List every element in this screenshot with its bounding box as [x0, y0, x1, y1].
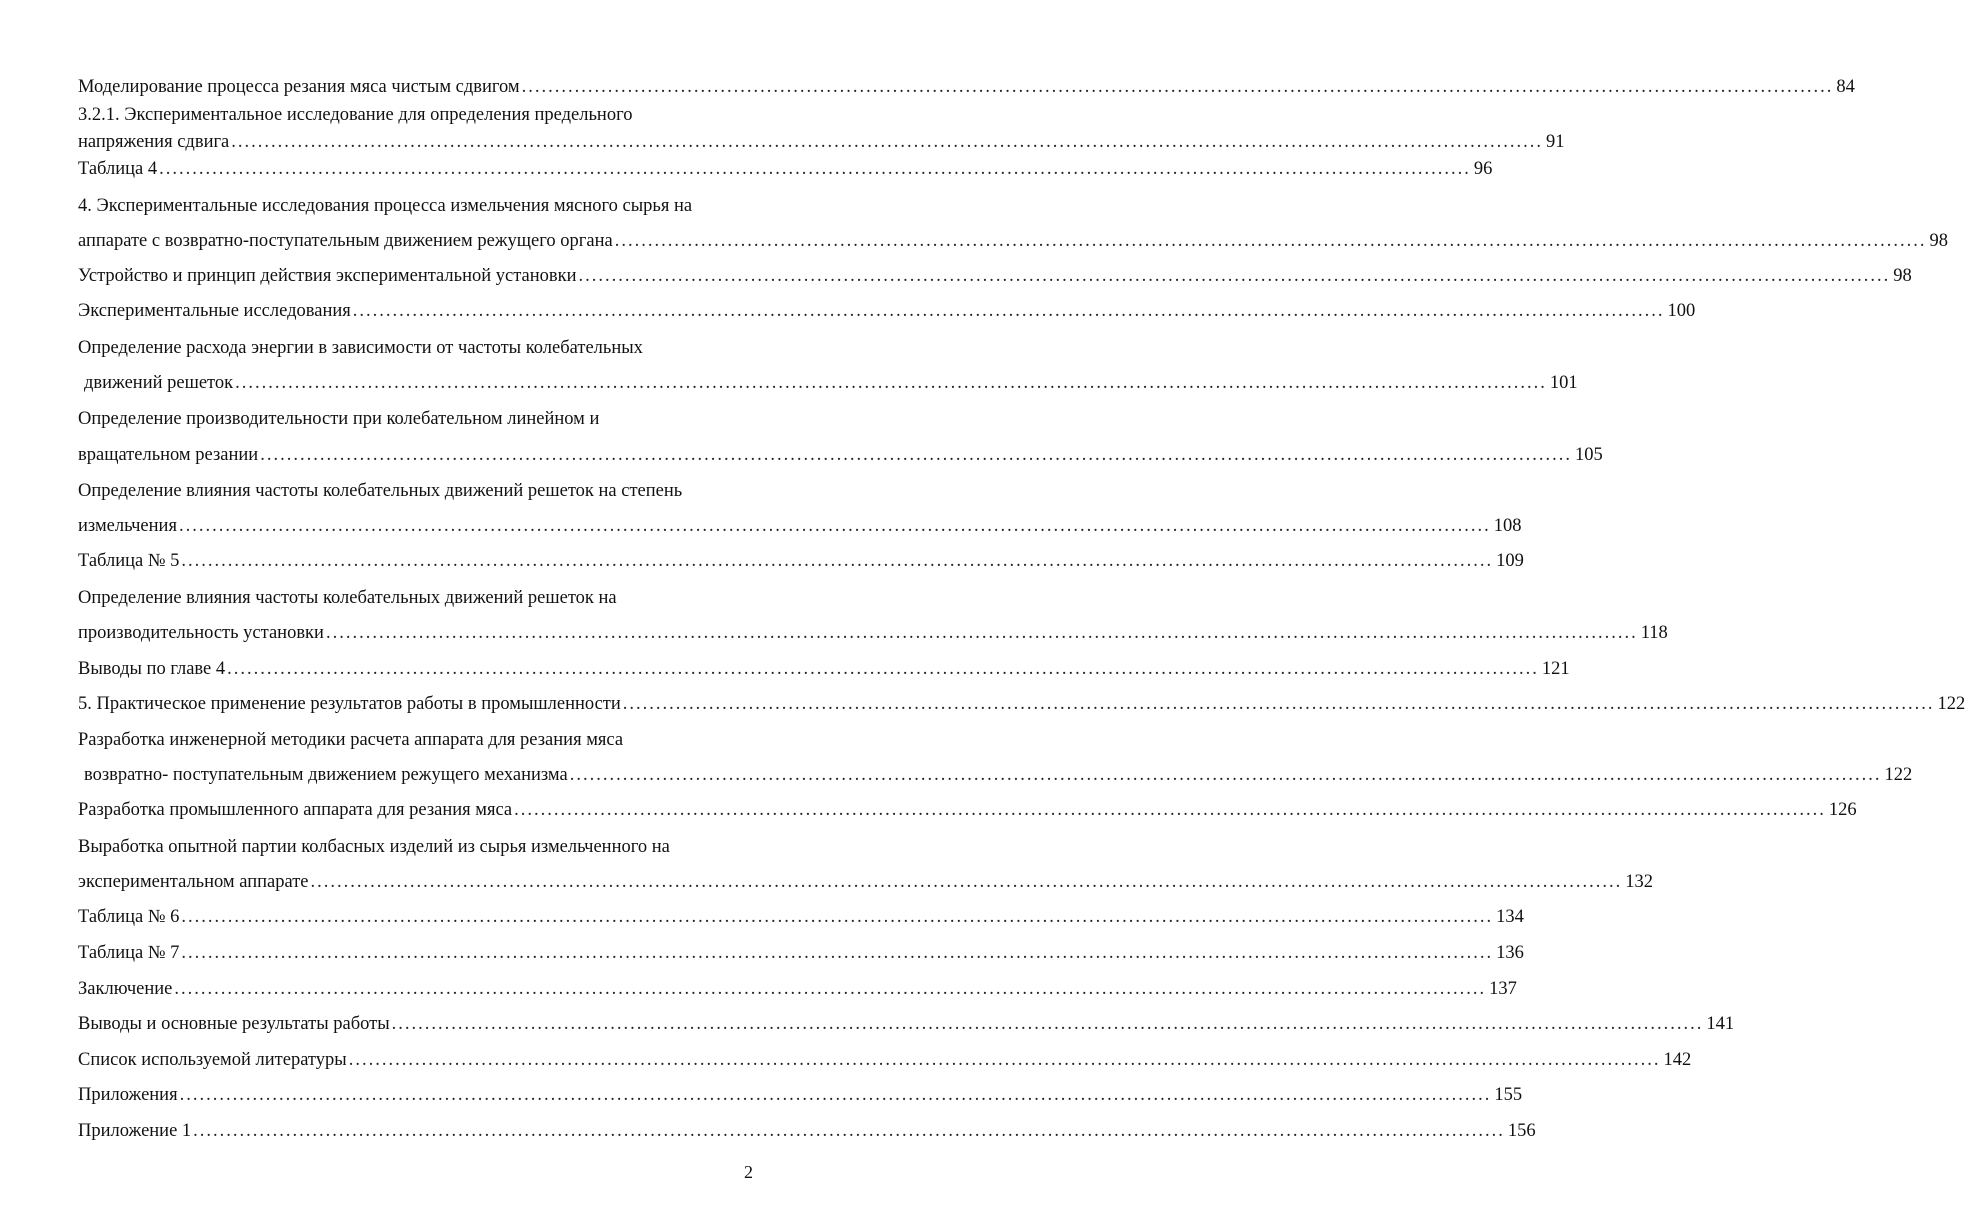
toc-entry-page: 84	[1836, 77, 1855, 97]
toc-entry-title: Таблица № 7	[78, 943, 180, 963]
toc-entry-title: аппарате с возвратно-поступательным движением режущего органа	[78, 231, 613, 251]
toc-entry	[78, 618, 1668, 648]
toc-entry-title: Моделирование процесса резания мяса чистым сдвигом	[78, 77, 520, 97]
toc-entry-page: 108	[1493, 516, 1522, 536]
toc-entry-page: 126	[1828, 800, 1857, 820]
toc-entry	[78, 1009, 1735, 1039]
toc-entry-title: Таблица № 5	[78, 551, 180, 571]
toc-entry-title: движений решеток	[84, 373, 234, 393]
toc-entry	[84, 368, 1578, 398]
leader-dots	[311, 867, 1623, 897]
leader-dots	[579, 261, 1891, 291]
toc-entry	[78, 689, 1965, 719]
toc-entry-title: Экспериментальные исследования	[78, 301, 351, 321]
leader-dots	[159, 154, 1471, 184]
toc-entry-page: 122	[1937, 694, 1965, 714]
toc-entry	[78, 1080, 1523, 1110]
toc-entry-title: экспериментальном аппарате	[78, 872, 309, 892]
toc-entry-title: производительность установки	[78, 623, 324, 643]
toc-entry-page: 105	[1574, 445, 1603, 465]
toc-entry-title: Приложения	[78, 1085, 178, 1105]
toc-entry-page: 98	[1929, 231, 1948, 251]
toc-entry-page: 142	[1663, 1050, 1692, 1070]
toc-entry-page: 91	[1546, 132, 1565, 152]
leader-dots	[174, 974, 1486, 1004]
toc-entry-title-continued: 3.2.1. Экспериментальное исследование для определения предельного	[78, 105, 633, 125]
toc-entry	[78, 154, 1493, 184]
leader-dots	[392, 1009, 1704, 1039]
toc-entry-title: возвратно- поступательным движением режущего механизма	[84, 765, 568, 785]
leader-dots	[231, 127, 1543, 157]
leader-dots	[193, 1116, 1505, 1146]
page-number: 2	[744, 1162, 753, 1182]
toc-entry-page: 118	[1640, 623, 1668, 643]
leader-dots	[522, 72, 1834, 102]
toc-entry-title: 5. Практическое применение результатов работы в промышленности	[78, 694, 621, 714]
toc-entry-page: 101	[1549, 373, 1578, 393]
toc-entry-title: Таблица 4	[78, 159, 158, 179]
toc-entry-page: 137	[1489, 979, 1517, 999]
leader-dots	[514, 795, 1826, 825]
toc-entry	[78, 867, 1654, 897]
toc-entry	[78, 226, 1948, 256]
toc-entry-title-continued: Разработка инженерной методики расчета аппарата для резания мяса	[78, 730, 624, 750]
toc-entry-title: Заключение	[78, 979, 173, 999]
toc-entry	[78, 1045, 1692, 1075]
toc-entry	[78, 546, 1524, 576]
toc-entry-title: Разработка промышленного аппарата для резания мяса	[78, 800, 513, 820]
leader-dots	[570, 760, 1882, 790]
toc-entry-title-continued: Определение производительности при колебательном линейном и	[78, 409, 600, 429]
toc-entry-page: 96	[1473, 159, 1493, 179]
toc-entry	[84, 760, 1913, 790]
toc-entry-title: вращательном резании	[78, 445, 259, 465]
toc-entry-title-continued: Выработка опытной партии колбасных изделий из сырья измельченного на	[78, 837, 670, 857]
toc-entry-page: 98	[1893, 266, 1912, 286]
toc-entry-title-continued: Определение влияния частоты колебательных движений решеток на степень	[78, 481, 683, 501]
toc-entry	[78, 72, 1855, 102]
leader-dots	[260, 440, 1572, 470]
leader-dots	[181, 938, 1493, 968]
toc-entry-title-continued: Определение расхода энергии в зависимости от частоты колебательных	[78, 338, 643, 358]
toc-entry-title: измельчения	[78, 516, 177, 536]
toc-entry-page: 109	[1496, 551, 1524, 571]
toc-entry-page: 132	[1625, 872, 1654, 892]
leader-dots	[227, 654, 1539, 684]
toc-entry-title: Приложение 1	[78, 1121, 192, 1141]
toc-entry-page: 136	[1496, 943, 1524, 963]
toc-entry	[78, 261, 1912, 291]
toc-entry-title: Таблица № 6	[78, 907, 180, 927]
leader-dots	[326, 618, 1638, 648]
toc-entry-page: 134	[1496, 907, 1524, 927]
toc-entry	[78, 296, 1696, 326]
toc-entry	[78, 938, 1524, 968]
toc-entry-title-continued: 4. Экспериментальные исследования процесса измельчения мясного сырья на	[78, 196, 693, 216]
toc-entry-page: 121	[1541, 659, 1570, 679]
toc-entry-title: Выводы и основные результаты работы	[78, 1014, 390, 1034]
toc-entry	[78, 902, 1524, 932]
toc-entry	[78, 440, 1603, 470]
toc-entry-title-continued: Определение влияния частоты колебательных движений решеток на	[78, 588, 617, 608]
leader-dots	[623, 689, 1935, 719]
toc-entry-title: напряжения сдвига	[78, 132, 230, 152]
leader-dots	[353, 296, 1665, 326]
leader-dots	[181, 546, 1493, 576]
toc-entry	[78, 795, 1857, 825]
toc-entry	[78, 974, 1517, 1004]
leader-dots	[235, 368, 1547, 398]
leader-dots	[180, 1080, 1492, 1110]
toc-entry	[78, 1116, 1536, 1146]
toc-entry-page: 156	[1507, 1121, 1536, 1141]
toc-entry-title: Список используемой литературы	[78, 1050, 347, 1070]
toc-entry-title: Устройство и принцип действия экспериментальной установки	[78, 266, 577, 286]
toc-entry	[78, 511, 1522, 541]
leader-dots	[179, 511, 1491, 541]
toc-entry-title: Выводы по главе 4	[78, 659, 226, 679]
leader-dots	[349, 1045, 1661, 1075]
toc-entry-page: 141	[1706, 1014, 1735, 1034]
toc-entry-page: 100	[1667, 301, 1696, 321]
toc-entry	[78, 127, 1565, 157]
leader-dots	[181, 902, 1493, 932]
toc-entry-page: 122	[1884, 765, 1913, 785]
leader-dots	[615, 226, 1927, 256]
toc-entry	[78, 654, 1570, 684]
toc-entry-page: 155	[1494, 1085, 1523, 1105]
